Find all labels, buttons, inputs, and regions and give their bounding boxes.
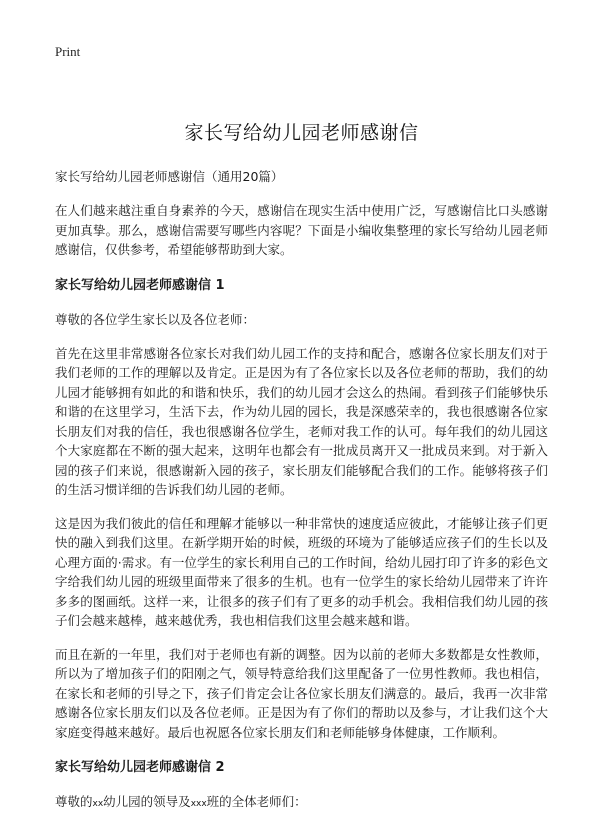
section-1-paragraph: 这是因为我们彼此的信任和理解才能够以一种非常快的速度适应彼此，才能够让孩子们更快的融入到我们这里。在新学期开始的时候，班级的环境为了能够适应孩子们的生长以及心理方面的·需求。有一位学生的家长利用自己的工作时间，给幼儿园打印了许多的彩色文字给我们幼儿园的班级里面带来了很多的生机。也有一位学生的家长给幼儿园带来了许许多多的图画纸。这样一来，让很多的孩子们有了更多的动手机会。我相信我们幼儿园的孩子们会越来越棒，越来越优秀，我也相信我们这里会越来越和谐。 xyxy=(55,515,548,628)
section-1-paragraph: 而且在新的一年里，我们对于老师也有新的调整。因为以前的老师大多数都是女性教师，所以为了增加孩子们的阳刚之气，领导特意给我们这里配备了一位男性教师。我也相信，在家长和老师的引导之下，孩子们肯定会让各位家长朋友们满意的。最后，我再一次非常感谢各位家长朋友们以及各位老师。正是因为有了你们的帮助以及参与，才让我们这个大家庭变得越来越好。最后也祝愿各位家长朋友们和老师能够身体健康，工作顺利。 xyxy=(55,646,548,740)
section-2-salutation xyxy=(55,792,548,814)
section-2-heading: 家长写给幼儿园老师感谢信 2 xyxy=(55,760,225,775)
section-1-salutation: 尊敬的各位学生家长以及各位老师： xyxy=(55,311,256,327)
intro-paragraph: 在人们越来越注重自身素养的今天，感谢信在现实生活中使用广泛，写感谢信比口头感谢更加真挚。那么，感谢信需要写哪些内容呢？下面是小编收集整理的家长写给幼儿园老师感谢信，仅供参考，希望能够帮助到大家。 xyxy=(55,203,548,257)
document-subtitle: 家长写给幼儿园老师感谢信（通用20篇） xyxy=(55,169,284,184)
print-label: Print xyxy=(55,44,81,59)
salutation-placeholder: xx xyxy=(92,799,104,809)
document-title: 家长写给幼儿园老师感谢信 xyxy=(184,122,419,144)
salutation-part: 幼儿园的领导及 xyxy=(103,794,191,809)
section-1-paragraph: 首先在这里非常感谢各位家长对我们幼儿园工作的支持和配合，感谢各位家长朋友们对于我们老师的工作的理解以及肯定。正是因为有了各位家长以及各位老师的帮助，我们的幼儿园才能够拥有如此的和谐和快乐，我们的幼儿园才会这么的热闹。看到孩子们能够快乐和谐的在这里学习，生活下去，作为幼儿园的园长，我是深感荣幸的，我也很感谢各位家长朋友们对我的信任，我也很感谢各位学生，老师对我工作的认可。每年我们的幼儿园这个大家庭都在不断的强大起来，这明年也都会有一批成员离开又一批成员来到。对于新入园的孩子们来说，很感谢新入园的孩子，家长朋友们能够配合我们的工作。能够将孩子们的生活习惯详细的告诉我们幼儿园的老师。 xyxy=(55,345,548,497)
section-1-heading: 家长写给幼儿园老师感谢信 1 xyxy=(55,277,225,293)
salutation-placeholder: xxx xyxy=(190,799,207,809)
salutation-part: 尊敬的 xyxy=(55,794,93,809)
salutation-part: 班的全体老师们： xyxy=(206,794,307,809)
